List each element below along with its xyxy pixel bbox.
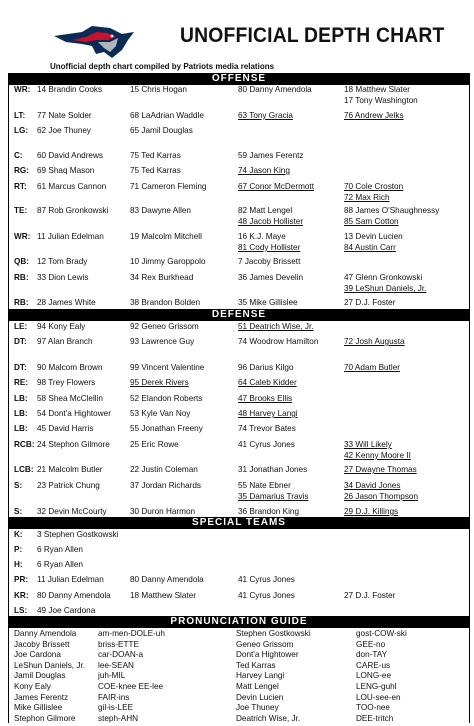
player-name: 80 Danny Amendola [37,591,111,600]
player-name: 13 Devin Lucien [344,232,403,241]
depth-row [0,125,474,137]
position-label: LB: [14,394,28,403]
pronunciation-text: am-men-DOLE-uh [98,629,165,638]
pronunciation-row [0,660,474,671]
player-name: 11 Julian Edelman [37,232,104,241]
player-name: 10 Jimmy Garoppolo [130,257,206,266]
player-name: Jamil Douglas [14,671,66,681]
player-name: Stephen Gostkowski [236,629,311,638]
player-name: 96 Darius Kilgo [238,363,294,372]
player-name: 80 Danny Amendola [238,85,312,94]
player-name: Kony Ealy [14,682,51,691]
pronunciation-text: gost-COW-ski [356,629,407,638]
pronunciation-row [0,649,474,660]
pronunciation-row [0,692,474,703]
position-label: S: [14,481,23,490]
player-name: 47 Brooks Ellis [238,394,293,403]
player-name: 55 Jonathan Freeny [130,424,203,433]
player-name: 94 Kony Ealy [37,322,86,331]
depth-row [0,321,474,333]
player-name: Dont'a Hightower [236,650,299,660]
depth-row [0,297,474,309]
player-name: 60 David Andrews [37,151,103,160]
depth-row [0,84,474,105]
patriots-logo [52,24,136,62]
player-name: 36 James Develin [238,273,304,282]
player-name: 38 Brandon Bolden [130,298,201,307]
offense-header: OFFENSE [8,73,470,85]
player-name: 98 Trey Flowers [37,378,96,387]
position-label: LG: [14,126,29,135]
player-name: 17 Tony Washington [344,96,418,105]
player-name: 80 Danny Amendola [130,575,204,584]
depth-row [0,336,474,348]
player-name: 41 Cyrus Jones [238,440,295,449]
player-name: 26 Jason Thompson [344,492,419,501]
depth-row [0,529,474,541]
player-name: 64 Caleb Kidder [238,378,297,387]
player-name: 45 David Harris [37,424,94,433]
special-teams-header: SPECIAL TEAMS [8,517,470,529]
player-name: 35 Mike Gillislee [238,298,298,307]
depth-row [0,544,474,556]
pronunciation-row [0,713,474,724]
player-name: 37 Jordan Richards [130,481,201,490]
player-name: Geneo Grissom [236,639,294,649]
depth-row [0,165,474,177]
player-name: 7 Jacoby Brissett [238,257,301,266]
pronunciation-text: don-TAY [356,650,388,660]
player-name: 99 Vincent Valentine [130,363,205,372]
position-label: LT: [14,111,26,120]
player-name: 29 D.J. Killings [344,507,399,516]
player-name: 33 Will Likely [344,440,392,449]
pronunciation-text: CARE-us [356,660,391,670]
depth-row [0,590,474,602]
player-name: 58 Shea McClellin [37,394,103,403]
position-label: C: [14,151,23,160]
pronunciation-text: briss-ETTE [98,639,139,649]
position-label: S: [14,507,23,516]
page-subtitle: Unofficial depth chart compiled by Patriots media relations [50,62,275,71]
player-name: 95 Derek Rivers [130,378,189,387]
pronunciation-text: LOU-see-en [356,692,401,702]
depth-row [0,205,474,226]
player-name: 27 Dwayne Thomas [344,465,417,474]
player-name: 84 Austin Carr [344,243,396,252]
player-name: 28 James White [37,298,96,307]
pronunciation-text: DEE-tritch [356,713,394,723]
player-name: 75 Ted Karras [130,166,181,175]
depth-row [0,256,474,268]
player-name: James Ferentz [14,692,69,702]
player-name: Jacoby Brissett [14,639,70,649]
player-name: 93 Lawrence Guy [130,337,195,346]
pronunciation-text: COE-knee EE-lee [98,682,164,691]
position-label: RB: [14,298,29,307]
player-name: 35 Damarius Travis [238,492,309,501]
position-label: QB: [14,257,30,266]
player-name: Ted Karras [236,660,276,670]
player-name: 30 Duron Harmon [130,507,196,516]
pronunciation-row [0,670,474,681]
player-name: 39 LeShun Daniels, Jr. [344,284,427,293]
depth-row [0,110,474,122]
player-name: Stephon Gilmore [14,713,76,723]
position-label: WR: [14,232,31,241]
player-name: 72 Max Rich [344,193,390,202]
position-label: RCB: [14,440,35,449]
position-label: DT: [14,337,27,346]
player-name: 71 Cameron Fleming [130,182,207,191]
player-name: 85 Sam Cotton [344,217,399,226]
player-name: 19 Malcolm Mitchell [130,232,202,241]
pronunciation-row [0,681,474,692]
position-label: TE: [14,206,28,215]
player-name: 74 Jason King [238,166,290,175]
player-name: 18 Matthew Slater [130,591,196,600]
position-label: WR: [14,85,31,94]
player-name: 92 Geneo Grissom [130,322,199,331]
pronunciation-text: juh-MIL [98,671,126,681]
player-name: 59 James Ferentz [238,151,304,160]
player-name: 72 Josh Augusta [344,337,405,346]
position-label: KR: [14,591,29,600]
player-name: 31 Jonathan Jones [238,465,308,474]
player-name: 53 Kyle Van Noy [130,409,191,418]
player-name: 24 Stephon Gilmore [37,440,110,449]
depth-row [0,272,474,293]
player-name: 22 Justin Coleman [130,465,198,474]
player-name: 23 Patrick Chung [37,481,100,490]
player-name: 27 D.J. Foster [344,298,396,307]
player-name: 55 Nate Ebner [238,481,291,490]
position-label: H: [14,560,23,569]
player-name: 77 Nate Solder [37,111,92,120]
position-label: LS: [14,606,28,615]
position-label: RT: [14,182,27,191]
pronunciation-text: LENG-guhl [356,682,397,691]
player-name: Matt Lengel [236,682,279,691]
player-name: 6 Ryan Allen [37,545,83,554]
player-name: 69 Shaq Mason [37,166,95,175]
player-name: 34 David Jones [344,481,401,490]
pronunciation-text: car-DOAN-a [98,650,144,660]
position-label: P: [14,545,23,554]
player-name: 70 Adam Butler [344,363,400,372]
pronunciation-text: gil-is-LEE [98,703,134,713]
player-name: 54 Dont'a Hightower [37,409,111,418]
player-name: 81 Cody Hollister [238,243,301,252]
pronunciation-row [0,702,474,713]
pronunciation-row [0,639,474,650]
player-name: 21 Malcolm Butler [37,465,103,474]
player-name: 49 Joe Cardona [37,606,96,615]
pronunciation-text: lee-SEAN [98,660,134,670]
depth-row [0,559,474,571]
player-name: 16 K.J. Maye [238,232,286,241]
depth-row [0,408,474,420]
player-name: LeShun Daniels, Jr. [14,660,86,670]
depth-row [0,150,474,162]
player-name: 63 Tony Gracia [238,111,293,120]
player-name: 47 Glenn Gronkowski [344,273,423,282]
depth-row [0,464,474,476]
position-label: RG: [14,166,30,175]
player-name: Harvey Langi [236,671,285,681]
pronunciation-text: GEE-no [356,639,386,649]
player-name: 34 Rex Burkhead [130,273,194,282]
pronunciation-text: FAIR-ins [98,692,130,702]
position-label: RB: [14,273,29,282]
player-name: 15 Chris Hogan [130,85,187,94]
player-name: 48 Harvey Langi [238,409,298,418]
player-name: 74 Trevor Bates [238,424,296,433]
player-name: Deatrich Wise, Jr. [236,713,301,723]
player-name: 25 Eric Rowe [130,440,179,449]
player-name: 62 Joe Thuney [37,126,92,135]
depth-row [0,574,474,586]
player-name: 51 Deatrich Wise, Jr. [238,322,314,331]
position-label: RE: [14,378,29,387]
depth-row [0,423,474,435]
pronunciation-text: steph-AHN [98,713,139,723]
player-name: 36 Brandon King [238,507,299,516]
position-label: LCB: [14,465,34,474]
player-name: 52 Elandon Roberts [130,394,203,403]
player-name: 65 Jamil Douglas [130,126,193,135]
position-label: LB: [14,424,28,433]
player-name: 27 D.J. Foster [344,591,396,600]
player-name: 18 Matthew Slater [344,85,410,94]
player-name: 87 Rob Gronkowski [37,206,109,215]
defense-header: DEFENSE [8,309,470,321]
player-name: 42 Kenny Moore II [344,451,411,460]
pronunciation-text: TOO-nee [356,703,390,713]
depth-row [0,480,474,501]
depth-row [0,377,474,389]
pronunciation-row [0,628,474,639]
player-name: 33 Dion Lewis [37,273,89,282]
player-name: 11 Julian Edelman [37,575,104,584]
player-name: Danny Amendola [14,629,77,638]
player-name: Mike Gillislee [14,703,63,713]
player-name: Joe Thuney [236,703,279,713]
depth-row [0,439,474,460]
depth-row [0,393,474,405]
player-name: 41 Cyrus Jones [238,591,295,600]
player-name: 75 Ted Karras [130,151,181,160]
player-name: 88 James O'Shaughnessy [344,206,440,215]
page-title: UNOFFICIAL DEPTH CHART [180,24,445,47]
player-name: 12 Tom Brady [37,257,88,266]
player-name: 48 Jacob Hollister [238,217,304,226]
player-name: 68 LaAdrian Waddle [130,111,204,120]
position-label: DT: [14,363,27,372]
player-name: 41 Cyrus Jones [238,575,295,584]
player-name: 61 Marcus Cannon [37,182,107,191]
player-name: 32 Devin McCourty [37,507,107,516]
player-name: 82 Matt Lengel [238,206,293,215]
player-name: Devin Lucien [236,692,284,702]
player-name: 14 Brandin Cooks [37,85,103,94]
player-name: 70 Cole Croston [344,182,404,191]
player-name: 90 Malcom Brown [37,363,103,372]
depth-row [0,231,474,252]
player-name: 76 Andrew Jelks [344,111,404,120]
pronunciation-header: PRONUNCIATION GUIDE [8,616,470,628]
player-name: 6 Ryan Allen [37,560,83,569]
player-name: 97 Alan Branch [37,337,93,346]
player-name: 67 Conor McDermott [238,182,314,191]
position-label: LE: [14,322,28,331]
position-label: K: [14,530,23,539]
depth-row [0,181,474,202]
depth-row [0,362,474,374]
player-name: 74 Woodrow Hamilton [238,337,319,346]
player-name: 83 Dawyne Allen [130,206,191,215]
player-name: 3 Stephen Gostkowski [37,530,119,539]
position-label: LB: [14,409,28,418]
pronunciation-text: LONG-ee [356,671,392,681]
position-label: PR: [14,575,29,584]
player-name: Joe Cardona [14,650,61,660]
